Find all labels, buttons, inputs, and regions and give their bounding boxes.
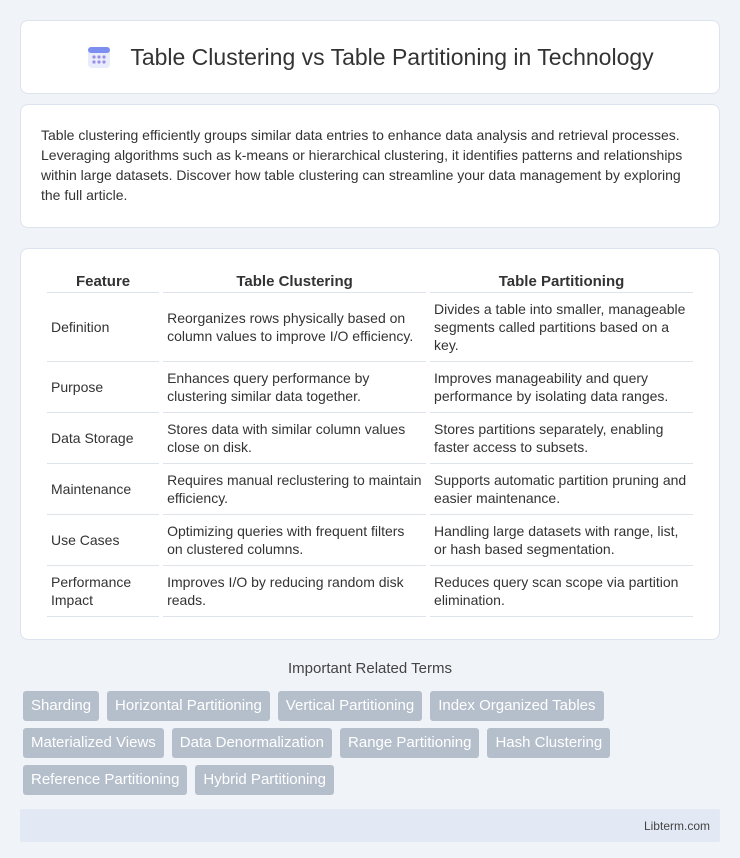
row-clustering: Improves I/O by reducing random disk reads. bbox=[163, 566, 426, 617]
footer bbox=[20, 809, 720, 842]
tag-sharding[interactable]: Sharding bbox=[23, 691, 99, 721]
table-row bbox=[47, 464, 693, 515]
row-clustering: Requires manual reclustering to maintain efficiency. bbox=[163, 464, 426, 515]
tag-materialized-views[interactable]: Materialized Views bbox=[23, 728, 164, 758]
row-feature: Definition bbox=[47, 293, 159, 362]
tag-index-organized-tables[interactable]: Index Organized Tables bbox=[430, 691, 603, 721]
page-header bbox=[20, 20, 720, 94]
row-feature: Performance Impact bbox=[47, 566, 159, 617]
tag-hash-clustering[interactable]: Hash Clustering bbox=[487, 728, 610, 758]
related-terms-title: Important Related Terms bbox=[288, 660, 452, 677]
header-table-clustering: Table Clustering bbox=[163, 267, 426, 293]
table-row bbox=[47, 566, 693, 617]
row-clustering: Stores data with similar column values close on disk. bbox=[163, 413, 426, 464]
tag-data-denormalization[interactable]: Data Denormalization bbox=[172, 728, 332, 758]
tag-vertical-partitioning[interactable]: Vertical Partitioning bbox=[278, 691, 422, 721]
row-partitioning: Supports automatic partition pruning and easier maintenance. bbox=[430, 464, 693, 515]
intro-text: Table clustering efficiently groups similar data entries to enhance data analysis and retrieval processes. Leveraging algorithms such as k-means or hierarchical clustering, it identifies patterns and relationships within large datasets. Discover how table clustering can streamline your data management by exploring the full article. bbox=[41, 127, 683, 203]
tag-reference-partitioning[interactable]: Reference Partitioning bbox=[23, 765, 187, 795]
tag-hybrid-partitioning[interactable]: Hybrid Partitioning bbox=[195, 765, 334, 795]
row-partitioning: Improves manageability and query performance by isolating data ranges. bbox=[430, 362, 693, 413]
comparison-table bbox=[43, 267, 697, 617]
intro-section bbox=[20, 104, 720, 228]
table-row bbox=[47, 515, 693, 566]
table-row bbox=[47, 293, 693, 362]
footer-brand[interactable]: Libterm.com bbox=[643, 818, 710, 833]
row-partitioning: Reduces query scan scope via partition elimination. bbox=[430, 566, 693, 617]
header-feature: Feature bbox=[47, 267, 159, 293]
row-feature: Use Cases bbox=[47, 515, 159, 566]
header-table-partitioning: Table Partitioning bbox=[430, 267, 693, 293]
row-partitioning: Divides a table into smaller, manageable segments called partitions based on a key. bbox=[430, 293, 693, 362]
tag-range-partitioning[interactable]: Range Partitioning bbox=[340, 728, 479, 758]
row-clustering: Enhances query performance by clustering similar data together. bbox=[163, 362, 426, 413]
page-title: Table Clustering vs Table Partitioning in Technology bbox=[130, 43, 654, 70]
tag-horizontal-partitioning[interactable]: Horizontal Partitioning bbox=[107, 691, 270, 721]
calendar-grid-icon bbox=[86, 44, 112, 70]
table-row bbox=[47, 362, 693, 413]
row-feature: Maintenance bbox=[47, 464, 159, 515]
comparison-section bbox=[20, 248, 720, 640]
row-partitioning: Handling large datasets with range, list, or hash based segmentation. bbox=[430, 515, 693, 566]
row-feature: Data Storage bbox=[47, 413, 159, 464]
table-header-row bbox=[47, 267, 693, 293]
row-clustering: Optimizing queries with frequent filters on clustered columns. bbox=[163, 515, 426, 566]
row-clustering: Reorganizes rows physically based on column values to improve I/O efficiency. bbox=[163, 293, 426, 362]
table-row bbox=[47, 413, 693, 464]
row-feature: Purpose bbox=[47, 362, 159, 413]
row-partitioning: Stores partitions separately, enabling faster access to subsets. bbox=[430, 413, 693, 464]
related-terms-tags bbox=[23, 691, 717, 795]
